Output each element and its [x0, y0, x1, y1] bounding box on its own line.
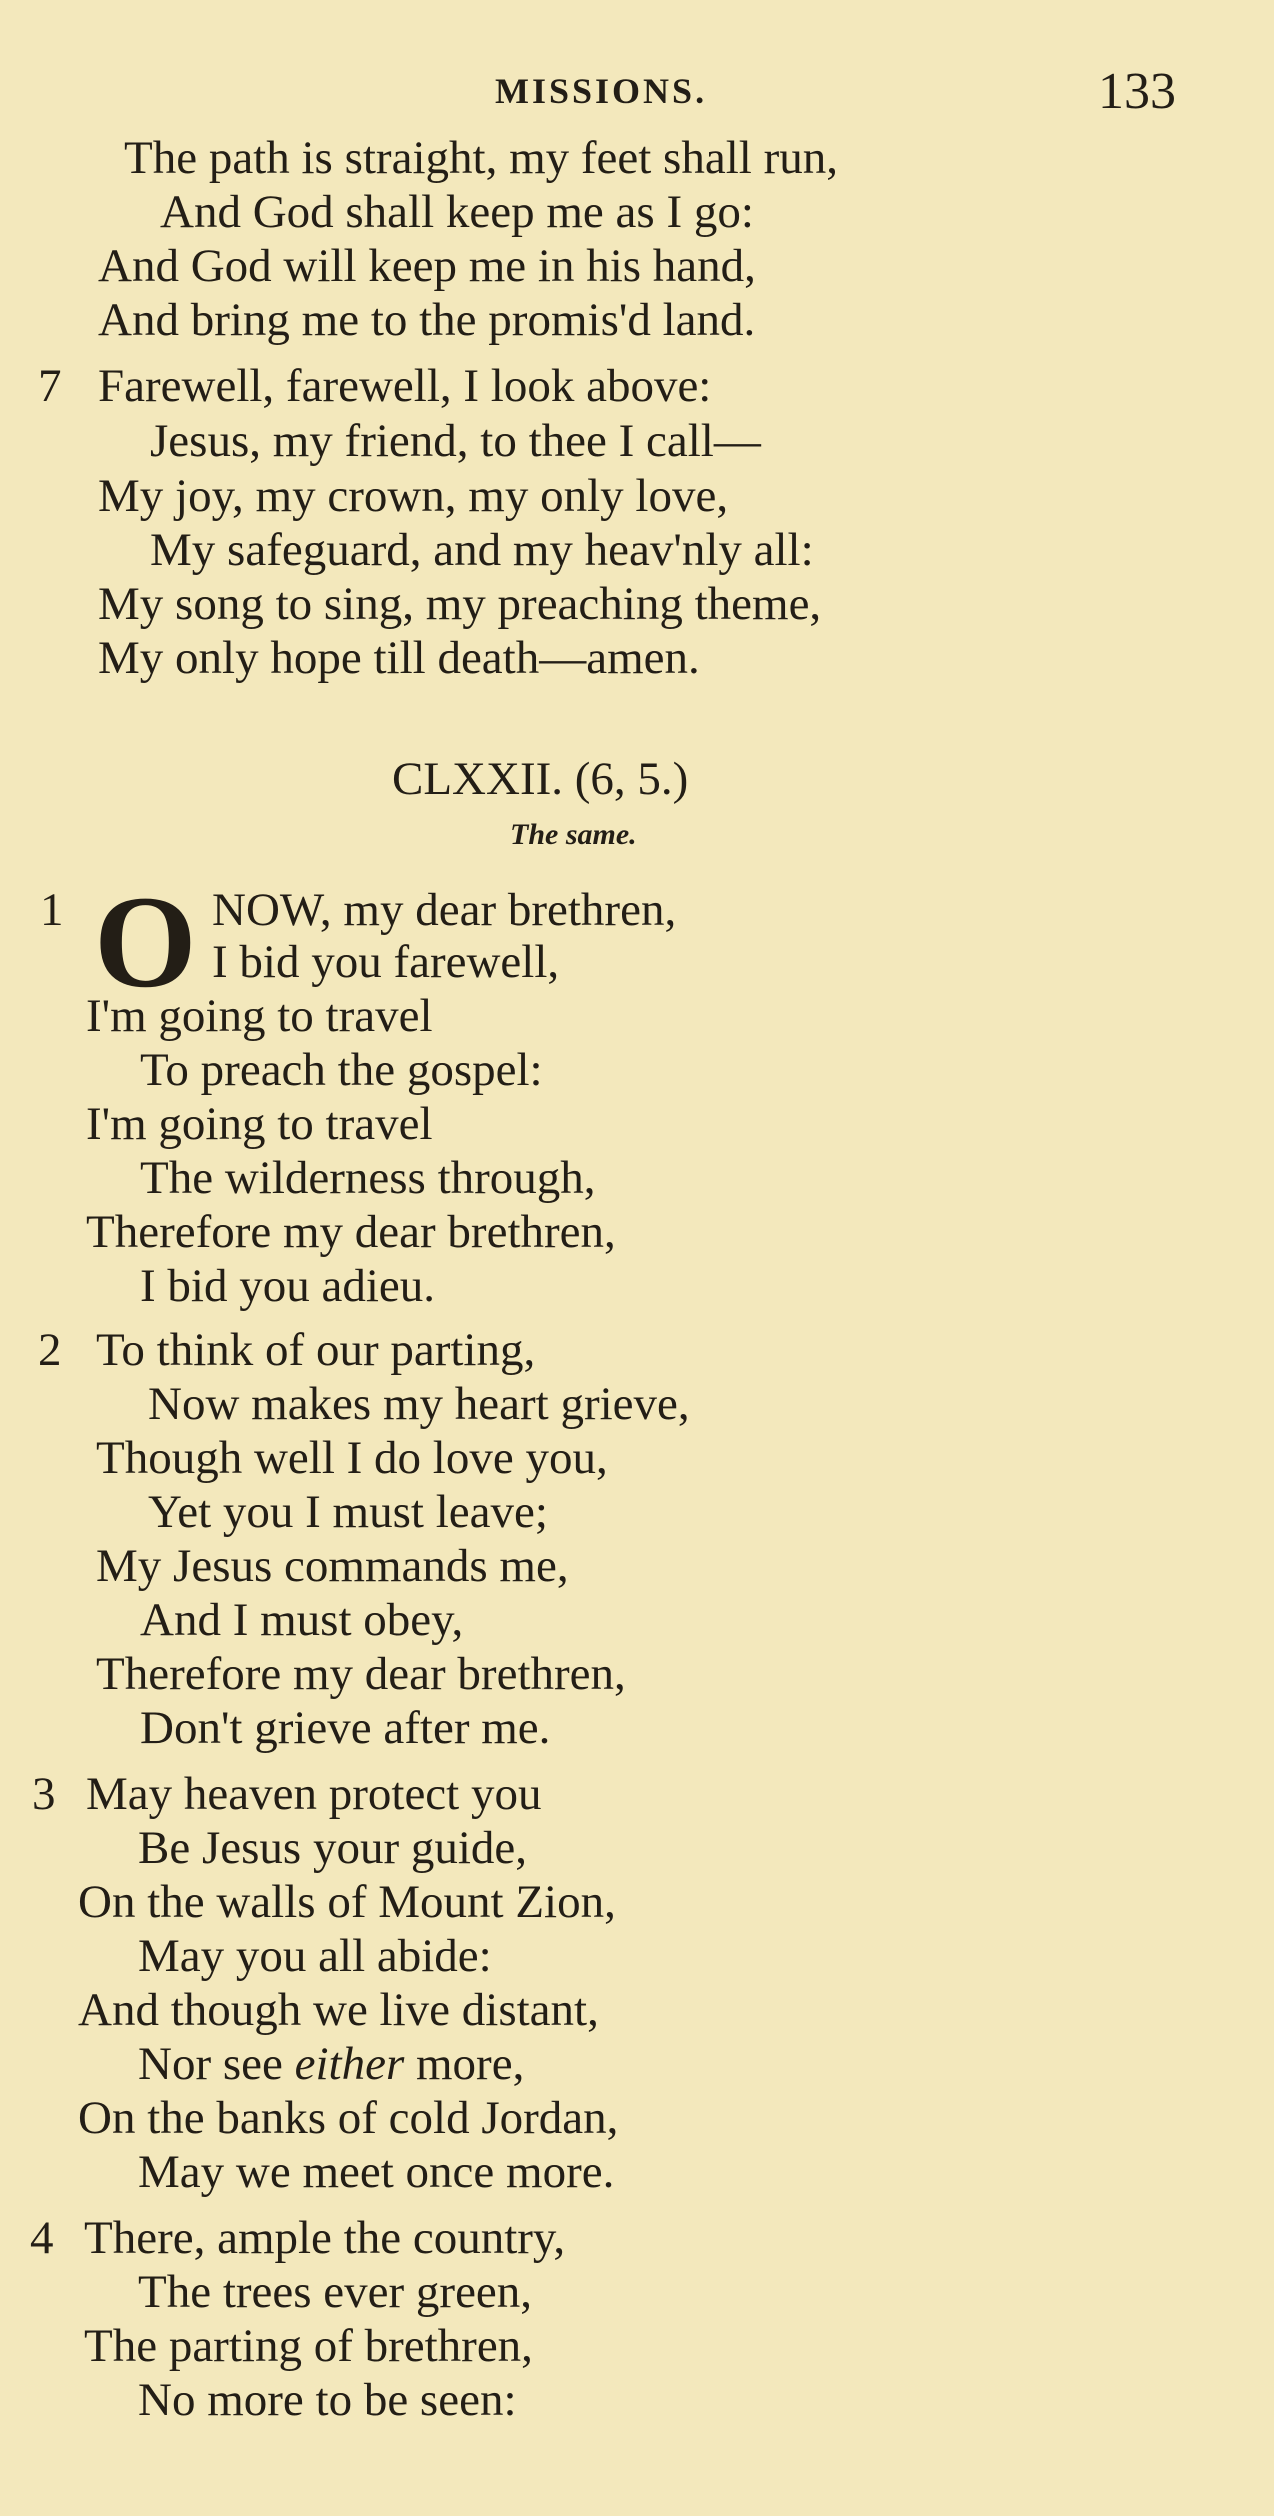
verse-number: 3: [32, 1768, 56, 1820]
verse-line: I bid you adieu.: [140, 1260, 435, 1312]
verse-line: Jesus, my friend, to thee I call—: [150, 415, 761, 467]
verse-line: Therefore my dear brethren,: [96, 1648, 626, 1700]
verse-line: And I must obey,: [140, 1594, 464, 1646]
verse-line: To preach the gospel:: [140, 1044, 543, 1096]
verse-number: 4: [30, 2212, 54, 2264]
verse-line: May you all abide:: [138, 1930, 492, 1982]
running-title: MISSIONS.: [495, 71, 708, 111]
verse-line: And though we live distant,: [78, 1984, 599, 2036]
verse-number: 1: [40, 884, 64, 936]
verse-line: I'm going to travel: [86, 990, 433, 1042]
line-prefix: Nor see: [138, 2038, 295, 2090]
italic-word: either: [294, 2038, 405, 2090]
verse-number: 7: [38, 360, 62, 412]
verse-line: May we meet once more.: [138, 2146, 615, 2198]
verse-line: Don't grieve after me.: [140, 1702, 551, 1754]
verse-line: Now makes my heart grieve,: [148, 1378, 690, 1430]
page-number: 133: [1098, 63, 1176, 120]
verse-line: My Jesus commands me,: [96, 1540, 569, 1592]
verse-line: My song to sing, my preaching theme,: [98, 578, 822, 630]
verse-line: No more to be seen:: [138, 2374, 517, 2426]
verse-line: My joy, my crown, my only love,: [98, 470, 729, 522]
verse-line: Farewell, farewell, I look above:: [98, 360, 712, 412]
verse-number: 2: [38, 1324, 62, 1376]
verse-line: My only hope till death—amen.: [98, 632, 700, 684]
verse-line: And God will keep me in his hand,: [98, 240, 756, 292]
verse-line: On the walls of Mount Zion,: [78, 1876, 616, 1928]
verse-line: May heaven protect you: [86, 1768, 542, 1820]
hymn-number: CLXXII. (6, 5.): [392, 753, 689, 805]
dropcap-letter: O: [94, 868, 197, 1015]
verse-line: The path is straight, my feet shall run,: [124, 132, 838, 184]
verse-line: And God shall keep me as I go:: [160, 186, 754, 238]
verse-line: NOW, my dear brethren,: [212, 884, 677, 936]
verse-line: I'm going to travel: [86, 1098, 433, 1150]
verse-line: Though well I do love you,: [96, 1432, 608, 1484]
verse-line: Be Jesus your guide,: [138, 1822, 528, 1874]
verse-line: [138, 2036, 524, 2092]
verse-line: Therefore my dear brethren,: [86, 1206, 616, 1258]
line-suffix: more,: [416, 2038, 525, 2090]
verse-line: The wilderness through,: [140, 1152, 596, 1204]
verse-line: On the banks of cold Jordan,: [78, 2092, 619, 2144]
verse-line: There, ample the country,: [84, 2212, 566, 2264]
running-head: [0, 62, 1274, 122]
verse-line: The parting of brethren,: [84, 2320, 533, 2372]
verse-line: I bid you farewell,: [212, 936, 560, 988]
hymn-subtitle: The same.: [510, 818, 637, 851]
verse-line: And bring me to the promis'd land.: [98, 294, 756, 346]
verse-line: To think of our parting,: [96, 1324, 536, 1376]
verse-line: The trees ever green,: [138, 2266, 533, 2318]
verse-line: My safeguard, and my heav'nly all:: [150, 524, 814, 576]
verse-line: Yet you I must leave;: [148, 1486, 548, 1538]
